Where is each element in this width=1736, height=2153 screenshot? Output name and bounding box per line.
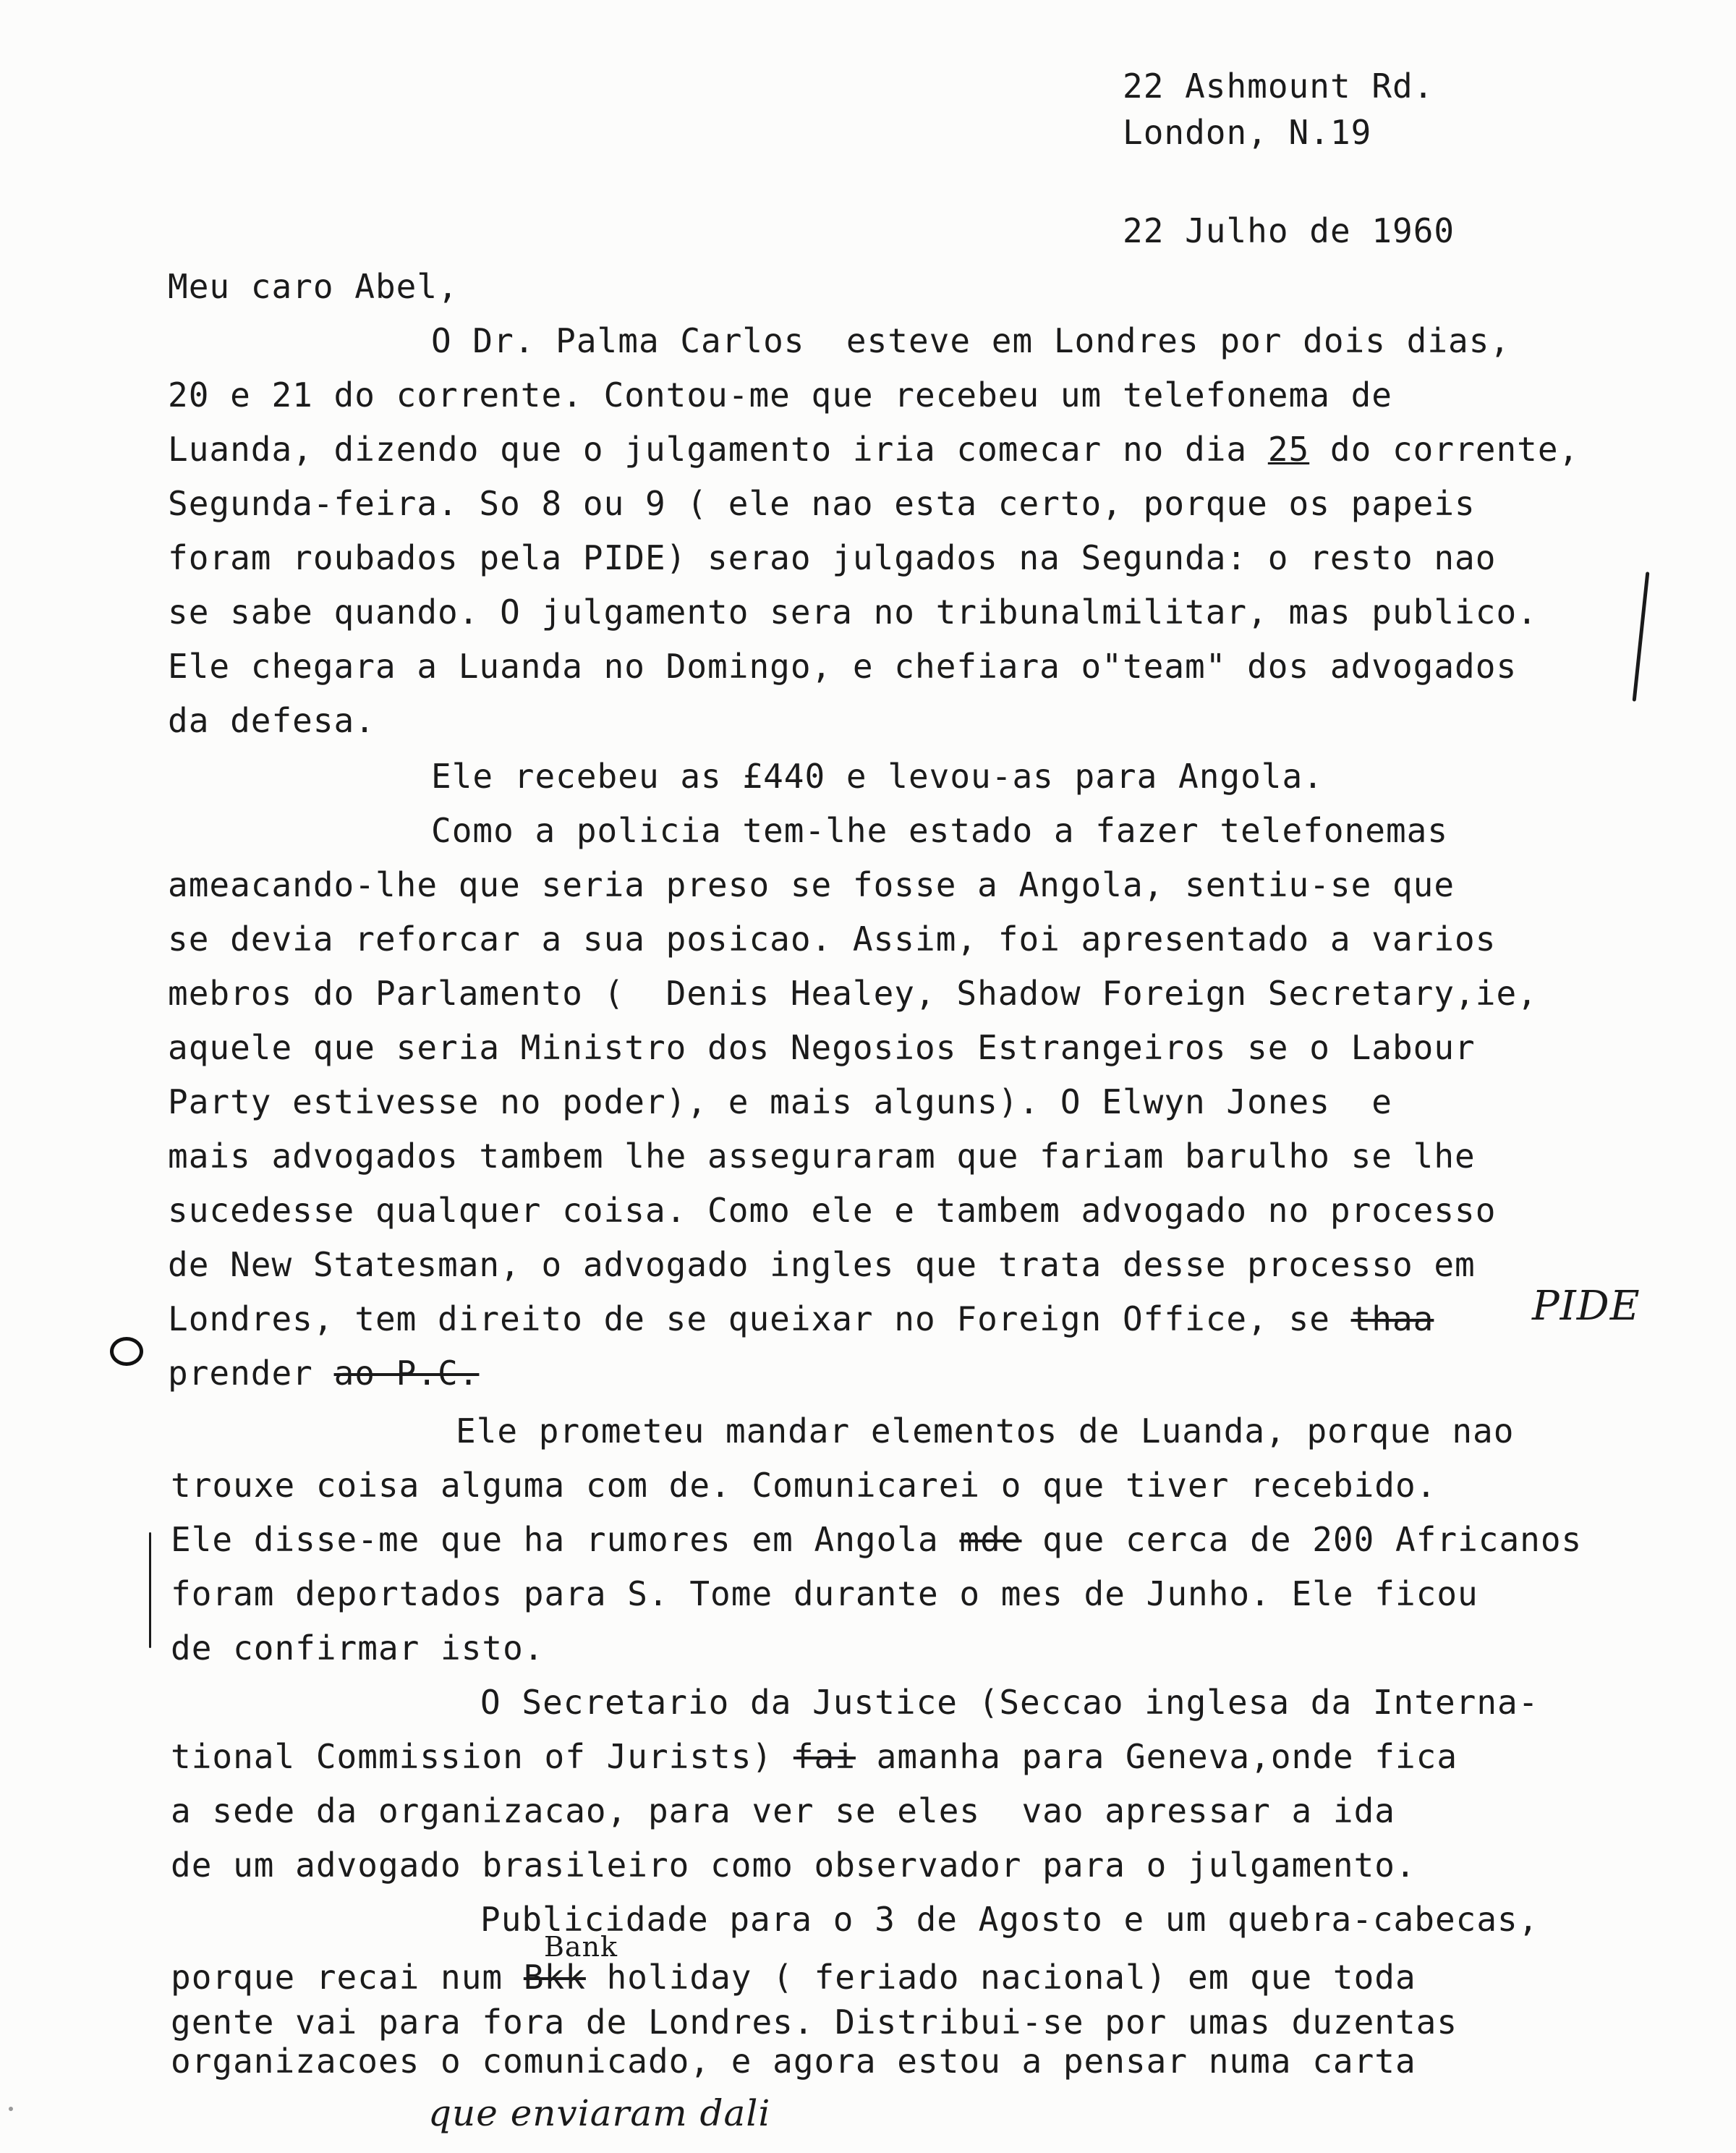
address-line-2: London, N.19: [1123, 113, 1372, 152]
body-line: Ele chegara a Luanda no Domingo, e chefiara o"team" dos advogados: [168, 647, 1518, 686]
body-line: de um advogado brasileiro como observador para o julgamento.: [171, 1846, 1416, 1885]
body-line: de New Statesman, o advogado ingles que trata desse processo em: [168, 1245, 1476, 1284]
body-text: Londres, tem direito de se queixar no Foreign Office, se: [168, 1299, 1351, 1338]
body-line: Segunda-feira. So 8 ou 9 ( ele nao esta certo, porque os papeis: [168, 484, 1476, 523]
margin-mark: [1633, 572, 1650, 702]
handwritten-pide: PIDE: [1532, 1283, 1641, 1330]
struck-text: thaa: [1350, 1299, 1434, 1338]
body-line: organizacoes o comunicado, e agora estou a pensar numa carta: [171, 2042, 1416, 2081]
body-line: O Dr. Palma Carlos esteve em Londres por dois dias,: [431, 321, 1511, 360]
body-line: mebros do Parlamento ( Denis Healey, Shadow Foreign Secretary,ie,: [168, 974, 1538, 1013]
body-line: foram roubados pela PIDE) serao julgados na Segunda: o resto nao: [168, 538, 1497, 577]
body-line: de confirmar isto.: [171, 1628, 545, 1668]
body-text: prender: [168, 1354, 334, 1393]
body-text: tional Commission of Jurists): [171, 1737, 793, 1776]
body-line: Como a policia tem-lhe estado a fazer telefonemas: [431, 811, 1449, 850]
body-line: Ele prometeu mandar elementos de Luanda, porque nao: [456, 1411, 1515, 1451]
body-line: [168, 1354, 480, 1393]
body-line: 20 e 21 do corrente. Contou-me que recebeu um telefonema de: [168, 375, 1392, 415]
body-line: O Secretario da Justice (Seccao inglesa da Interna-: [480, 1683, 1539, 1722]
body-line: a sede da organizacao, para ver se eles vao apressar a ida: [171, 1791, 1395, 1830]
body-text: Ele disse-me que ha rumores em Angola: [171, 1520, 960, 1559]
body-text: holiday ( feriado nacional) em que toda: [585, 1958, 1416, 1997]
struck-text: ao P.C.: [333, 1354, 480, 1393]
struck-text: Bkk: [523, 1958, 586, 1997]
body-text: amanha para Geneva,onde fica: [855, 1737, 1458, 1776]
body-text: porque recai num: [171, 1958, 524, 1997]
body-line: sucedesse qualquer coisa. Como ele e tambem advogado no processo: [168, 1191, 1497, 1230]
body-text: que cerca de 200 Africanos: [1021, 1520, 1583, 1559]
body-line: [171, 1520, 1583, 1559]
body-line: trouxe coisa alguma com de. Comunicarei o que tiver recebido.: [171, 1466, 1437, 1505]
paper-speck: [9, 2107, 13, 2111]
body-line: se devia reforcar a sua posicao. Assim, foi apresentado a varios: [168, 920, 1497, 959]
margin-mark: [149, 1532, 151, 1648]
handwritten-addition: que enviaram dali: [428, 2092, 771, 2134]
struck-text: fai: [793, 1737, 856, 1776]
address-line-1: 22 Ashmount Rd.: [1123, 67, 1434, 106]
body-line: foram deportados para S. Tome durante o mes de Junho. Ele ficou: [171, 1574, 1478, 1613]
body-line: gente vai para fora de Londres. Distribui-se por umas duzentas: [171, 2003, 1458, 2042]
body-line: ameacando-lhe que seria preso se fosse a Angola, sentiu-se que: [168, 865, 1455, 904]
body-line: aquele que seria Ministro dos Negosios Estrangeiros se o Labour: [168, 1028, 1476, 1067]
body-line: se sabe quando. O julgamento sera no tribunalmilitar, mas publico.: [168, 593, 1538, 632]
body-line: Publicidade para o 3 de Agosto e um quebra-cabecas,: [480, 1900, 1539, 1939]
body-line: [171, 1737, 1458, 1776]
body-line: da defesa.: [168, 701, 375, 740]
body-line: [168, 430, 1580, 469]
body-line: Ele recebeu as £440 e levou-as para Angola.: [431, 757, 1324, 796]
body-line: [171, 1958, 1416, 1997]
handwritten-bank: Bank: [544, 1931, 618, 1963]
struck-text: mde: [959, 1520, 1022, 1559]
body-line: mais advogados tambem lhe asseguraram que fariam barulho se lhe: [168, 1137, 1476, 1176]
body-line: Party estivesse no poder), e mais alguns). O Elwyn Jones e: [168, 1082, 1392, 1121]
body-text: do corrente,: [1309, 430, 1580, 469]
salutation: Meu caro Abel,: [168, 267, 459, 306]
body-text: Luanda, dizendo que o julgamento iria comecar no dia: [168, 430, 1268, 469]
margin-circle-mark: [110, 1337, 143, 1366]
trial-date: 25: [1267, 430, 1310, 469]
letter-date: 22 Julho de 1960: [1123, 211, 1455, 250]
body-line: [168, 1299, 1434, 1338]
